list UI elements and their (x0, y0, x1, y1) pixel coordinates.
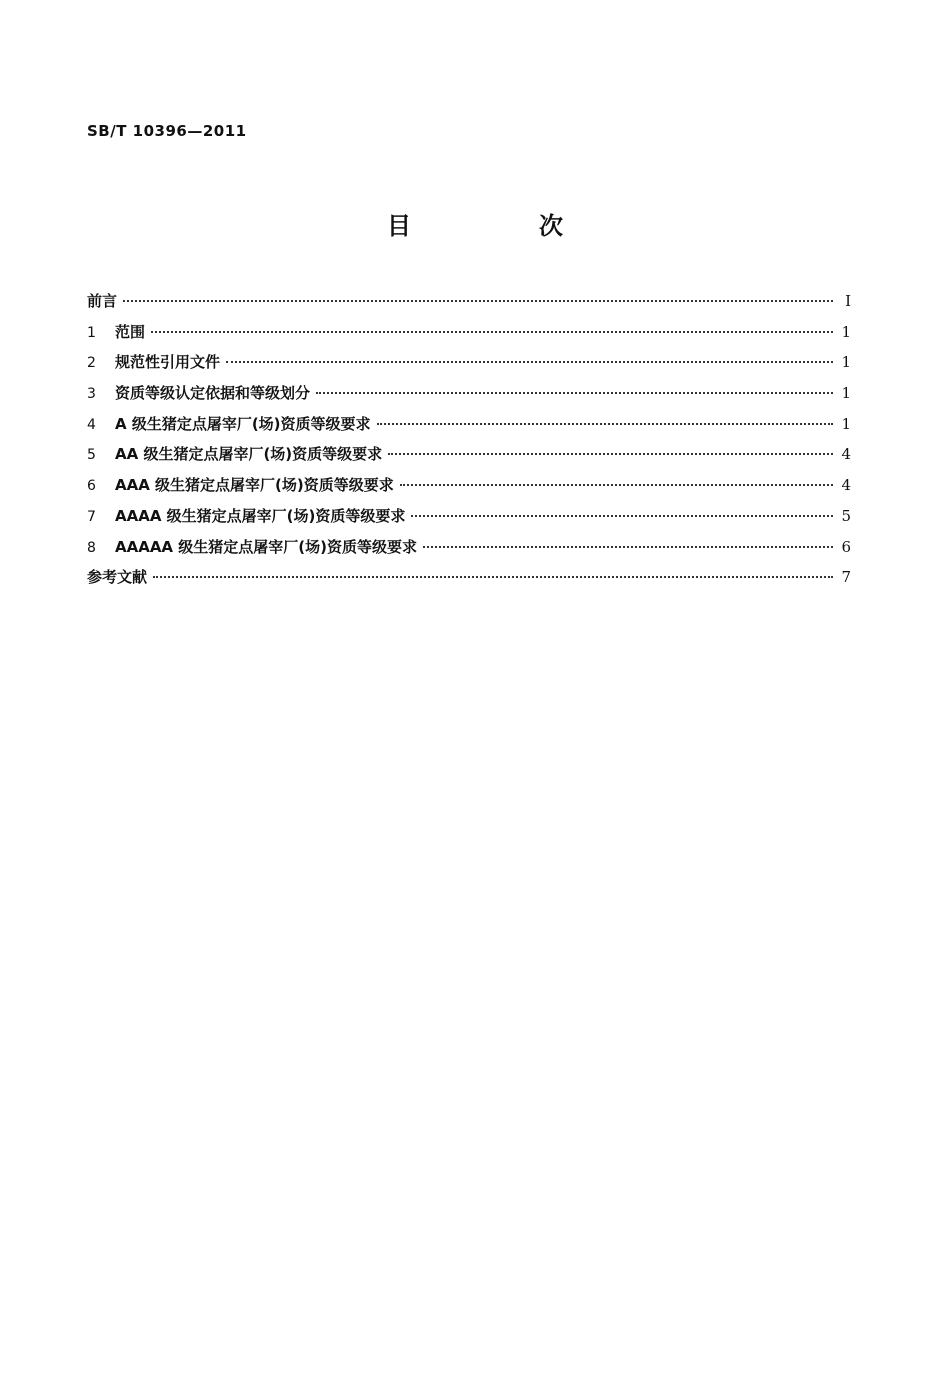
toc-leader-dots (226, 361, 833, 363)
toc-entry-page: 4 (841, 476, 851, 495)
toc-entry-page: 1 (841, 353, 851, 372)
toc-entry-6[interactable] (87, 470, 851, 501)
standard-number: SB/T 10396—2011 (87, 122, 247, 140)
toc-entry-label: AA 级生猪定点屠宰厂(场)资质等级要求 (115, 445, 383, 464)
toc-entry-number: 2 (87, 355, 96, 372)
toc-leader-dots (123, 300, 833, 302)
toc-leader-dots (153, 576, 833, 578)
toc-entry-label: 前言 (87, 292, 118, 310)
toc-entry-1[interactable] (87, 317, 851, 348)
toc-entry-number: 6 (87, 478, 96, 495)
toc-entry-5[interactable] (87, 439, 851, 470)
toc-entry-page: 7 (841, 568, 851, 587)
toc-entry-bibliography[interactable] (87, 562, 851, 593)
toc-title: 目 次 (387, 212, 615, 240)
toc-leader-dots (400, 484, 833, 486)
toc-entry-number: 3 (87, 386, 96, 403)
toc-entry-page: 1 (841, 414, 851, 433)
table-of-contents (87, 286, 851, 593)
toc-leader-dots (151, 331, 833, 333)
toc-entry-number: 8 (87, 539, 96, 556)
toc-leader-dots (388, 453, 833, 455)
toc-entry-2[interactable] (87, 347, 851, 378)
toc-entry-3[interactable] (87, 378, 851, 409)
toc-leader-dots (411, 515, 833, 517)
toc-entry-8[interactable] (87, 532, 851, 563)
toc-entry-label: AAAA 级生猪定点屠宰厂(场)资质等级要求 (115, 506, 406, 525)
toc-entry-number: 4 (87, 416, 96, 433)
toc-entry-label: 参考文献 (87, 568, 148, 587)
toc-entry-page: 1 (841, 384, 851, 403)
toc-leader-dots (423, 546, 833, 548)
toc-entry-4[interactable] (87, 409, 851, 440)
toc-entry-foreword[interactable] (87, 286, 851, 317)
toc-leader-dots (377, 423, 833, 425)
toc-entry-number: 5 (87, 447, 96, 464)
toc-entry-number: 7 (87, 508, 96, 525)
toc-entry-label: AAA 级生猪定点屠宰厂(场)资质等级要求 (115, 476, 394, 495)
toc-entry-page: 6 (841, 537, 851, 556)
toc-entry-page: 5 (841, 506, 851, 525)
toc-entry-label: 规范性引用文件 (115, 353, 221, 372)
toc-entry-page: Ⅰ (845, 292, 851, 310)
toc-entry-page: 1 (841, 322, 851, 341)
toc-entry-label: 范围 (115, 322, 146, 341)
toc-entry-label: AAAAA 级生猪定点屠宰厂(场)资质等级要求 (115, 537, 417, 556)
toc-leader-dots (316, 392, 833, 394)
toc-entry-number: 1 (87, 324, 96, 341)
toc-entry-label: A 级生猪定点屠宰厂(场)资质等级要求 (115, 414, 371, 433)
toc-entry-7[interactable] (87, 501, 851, 532)
toc-entry-page: 4 (841, 445, 851, 464)
toc-entry-label: 资质等级认定依据和等级划分 (115, 384, 311, 403)
